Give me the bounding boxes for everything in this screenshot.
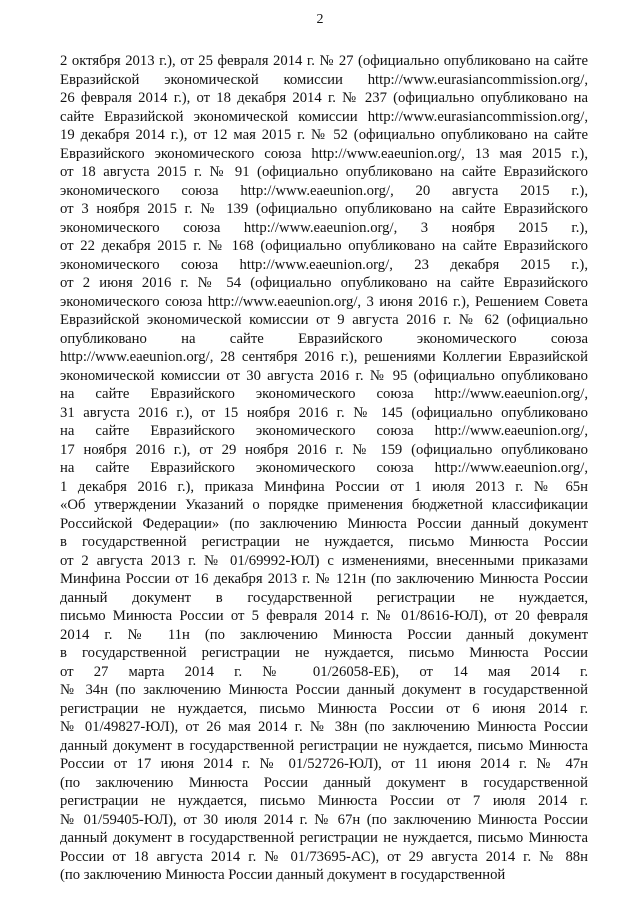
text-line: сайте Евразийской экономической комиссии http://www.eurasiancommission.org/, <box>60 108 588 125</box>
text-line: данный документ в государственной регистрации не нуждается, письмо Минюста <box>60 830 588 846</box>
text-line: 31 августа 2016 г.), от 15 ноября 2016 г. № 145 (официально опубликовано <box>60 404 588 421</box>
text-line: экономического союза http://www.eaeunion.org/, 3 ноября 2015 г.), <box>60 219 588 236</box>
text-line: от 27 марта 2014 г. № 01/26058-ЕБ), от 14 мая 2014 г. <box>60 663 588 680</box>
text-line: от 2 августа 2013 г. № 01/69992-ЮЛ) с изменениями, внесенными приказами <box>60 552 588 569</box>
text-line: 2 октября 2013 г.), от 25 февраля 2014 г. № 27 (официально опубликовано на сайте <box>60 53 588 69</box>
text-line: 1 декабря 2016 г.), приказа Минфина России от 1 июля 2013 г. № 65н <box>60 478 588 495</box>
text-line: Евразийской экономической комиссии http://www.eurasiancommission.org/, <box>60 71 588 88</box>
text-line: экономического союза http://www.eaeunion.org/, 3 июня 2016 г.), Решением Совета <box>60 293 588 310</box>
text-line: на сайте Евразийского экономического союза http://www.eaeunion.org/, <box>60 460 588 476</box>
text-line: (по заключению Минюста России данный документ в государственной <box>60 774 588 791</box>
text-line: № 34н (по заключению Минюста России данный документ в государственной <box>60 682 588 698</box>
text-line: (по заключению Минюста России данный документ в государственной <box>60 867 506 883</box>
text-line: экономической комиссии от 30 августа 2016 г. № 95 (официально опубликовано <box>60 367 588 384</box>
text-line: Евразийского экономического союза http://www.eaeunion.org/, 13 мая 2015 г.), <box>60 145 588 162</box>
text-line: от 3 ноября 2015 г. № 139 (официально опубликовано на сайте Евразийского <box>60 201 588 217</box>
text-line: экономического союза http://www.eaeunion.org/, 20 августа 2015 г.), <box>60 182 588 199</box>
page-number: 2 <box>316 12 324 27</box>
text-line: 19 декабря 2014 г.), от 12 мая 2015 г. № 52 (официально опубликовано на сайте <box>60 127 588 143</box>
text-line: регистрации не нуждается, письмо Минюста России от 6 июня 2014 г. <box>60 700 588 717</box>
text-line: России от 18 августа 2014 г. № 01/73695-АС), от 29 августа 2014 г. № 88н <box>60 848 588 865</box>
text-line: на сайте Евразийского экономического союза http://www.eaeunion.org/, <box>60 423 588 439</box>
text-line: Российской Федерации» (по заключению Минюста России данный документ <box>60 515 588 532</box>
text-line: в государственной регистрации не нуждается, письмо Минюста России <box>60 534 588 550</box>
text-line: «Об утверждении Указаний о порядке применения бюджетной классификации <box>60 497 588 513</box>
text-line: Минфина России от 16 декабря 2013 г. № 121н (по заключению Минюста России <box>60 571 588 587</box>
text-line: 2014 г. № 11н (по заключению Минюста России данный документ <box>60 626 588 643</box>
text-line: данный документ в государственной регистрации не нуждается, <box>60 589 588 606</box>
text-line: № 01/59405-ЮЛ), от 30 июля 2014 г. № 67н (по заключению Минюста России <box>60 811 588 828</box>
text-line: http://www.eaeunion.org/, 28 сентября 2016 г.), решениями Коллегии Евразийской <box>60 349 588 365</box>
text-line: данный документ в государственной регистрации не нуждается, письмо Минюста <box>60 737 588 754</box>
text-line: 17 ноября 2016 г.), от 29 ноября 2016 г. № 159 (официально опубликовано <box>60 441 588 458</box>
text-line: 26 февраля 2014 г.), от 18 декабря 2014 г. № 237 (официально опубликовано на <box>60 90 588 106</box>
text-line: России от 17 июня 2014 г. № 01/52726-ЮЛ), от 11 июня 2014 г. № 47н <box>60 756 588 772</box>
text-line: от 2 июня 2016 г. № 54 (официально опубликовано на сайте Евразийского <box>60 275 588 291</box>
text-line: письмо Минюста России от 5 февраля 2014 г. № 01/8616-ЮЛ), от 20 февраля <box>60 608 588 624</box>
text-line: от 22 декабря 2015 г. № 168 (официально опубликовано на сайте Евразийского <box>60 238 588 254</box>
text-line: № 01/49827-ЮЛ), от 26 мая 2014 г. № 38н (по заключению Минюста России <box>60 719 588 735</box>
text-line: экономического союза http://www.eaeunion.org/, 23 декабря 2015 г.), <box>60 256 588 273</box>
text-line: опубликовано на сайте Евразийского экономического союза <box>60 330 588 347</box>
text-line: в государственной регистрации не нуждается, письмо Минюста России <box>60 645 588 661</box>
text-line: от 18 августа 2015 г. № 91 (официально опубликовано на сайте Евразийского <box>60 164 588 180</box>
text-line: на сайте Евразийского экономического союза http://www.eaeunion.org/, <box>60 386 588 402</box>
document-body <box>60 52 588 885</box>
text-line: регистрации не нуждается, письмо Минюста России от 7 июля 2014 г. <box>60 793 588 809</box>
text-line: Евразийской экономической комиссии от 9 августа 2016 г. № 62 (официально <box>60 312 588 328</box>
